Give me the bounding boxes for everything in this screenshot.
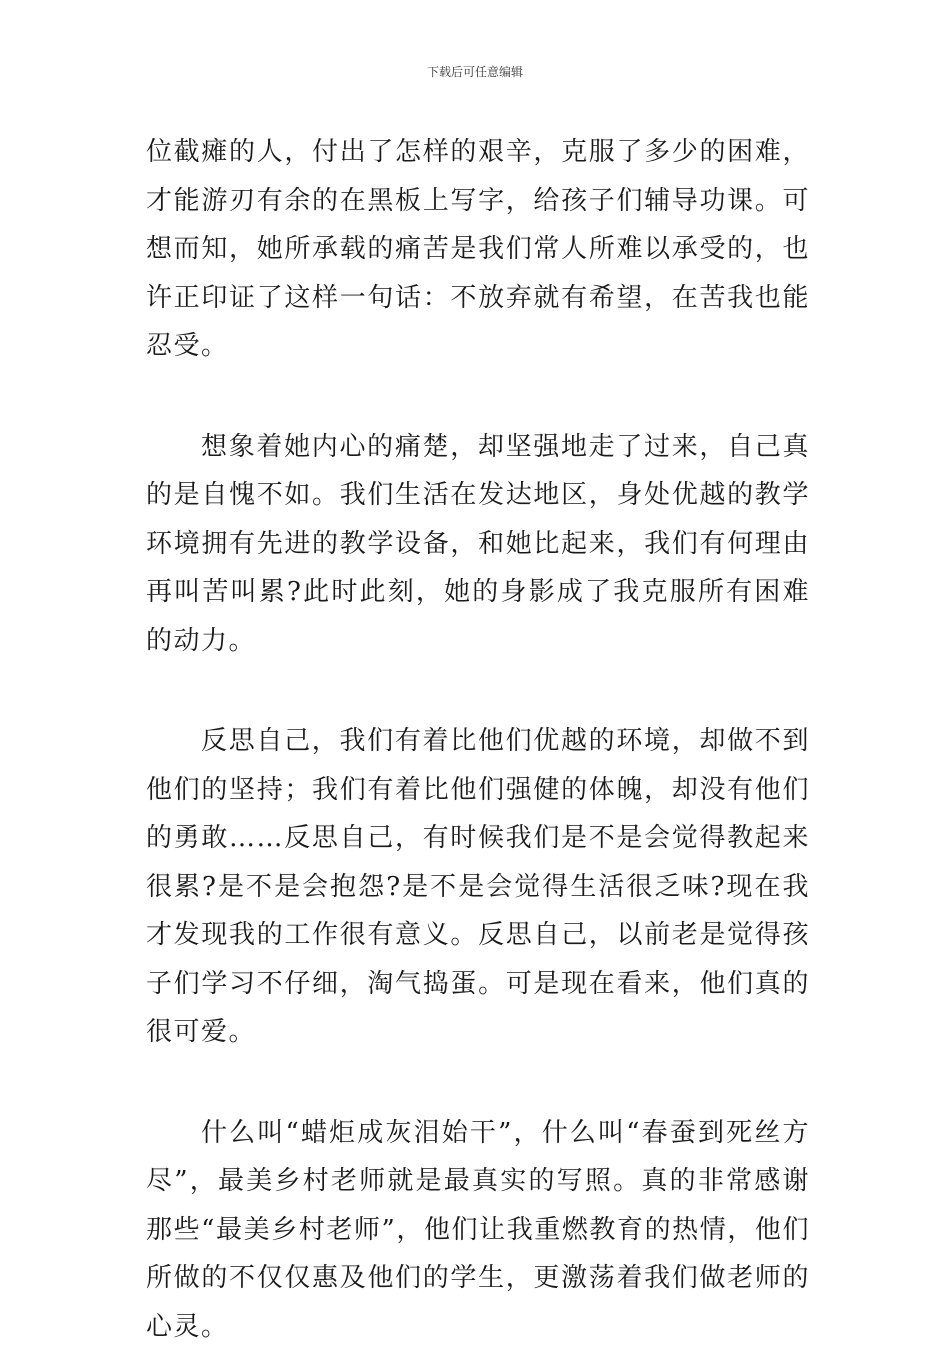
page-header: 下载后可任意编辑 — [0, 64, 950, 80]
paragraph-3: 反思自己，我们有着比他们优越的环境，却做不到他们的坚持；我们有着比他们强健的体魄，却没有他们的勇敢……反思自己，有时候我们是不是会觉得教起来很累?是不是会抱怨?是不是会觉得生活很乏味?现在我才发现我的工作很有意义。反思自己，以前老是觉得孩子们学习不仔细，淘气捣蛋。可是现在看来，他们真的很可爱。 — [146, 717, 810, 1057]
paragraph-2: 想象着她内心的痛楚，却坚强地走了过来，自己真的是自愧不如。我们生活在发达地区，身处优越的教学环境拥有先进的教学设备，和她比起来，我们有何理由再叫苦叫累?此时此刻，她的身影成了我克服所有困难的动力。 — [146, 423, 810, 666]
paragraph-1: 位截瘫的人，付出了怎样的艰辛，克服了多少的困难，才能游刃有余的在黑板上写字，给孩子们辅导功课。可想而知，她所承载的痛苦是我们常人所难以承受的，也许正印证了这样一句话：不放弃就有希望，在苦我也能忍受。 — [146, 128, 810, 371]
paragraph-4: 什么叫“蜡炬成灰泪始干”，什么叫“春蚕到死丝方尽”，最美乡村老师就是最真实的写照。真的非常感谢那些“最美乡村老师”，他们让我重燃教育的热情，他们所做的不仅仅惠及他们的学生，更激荡着我们做老师的心灵。 — [146, 1109, 810, 1351]
document-body — [146, 128, 810, 1351]
